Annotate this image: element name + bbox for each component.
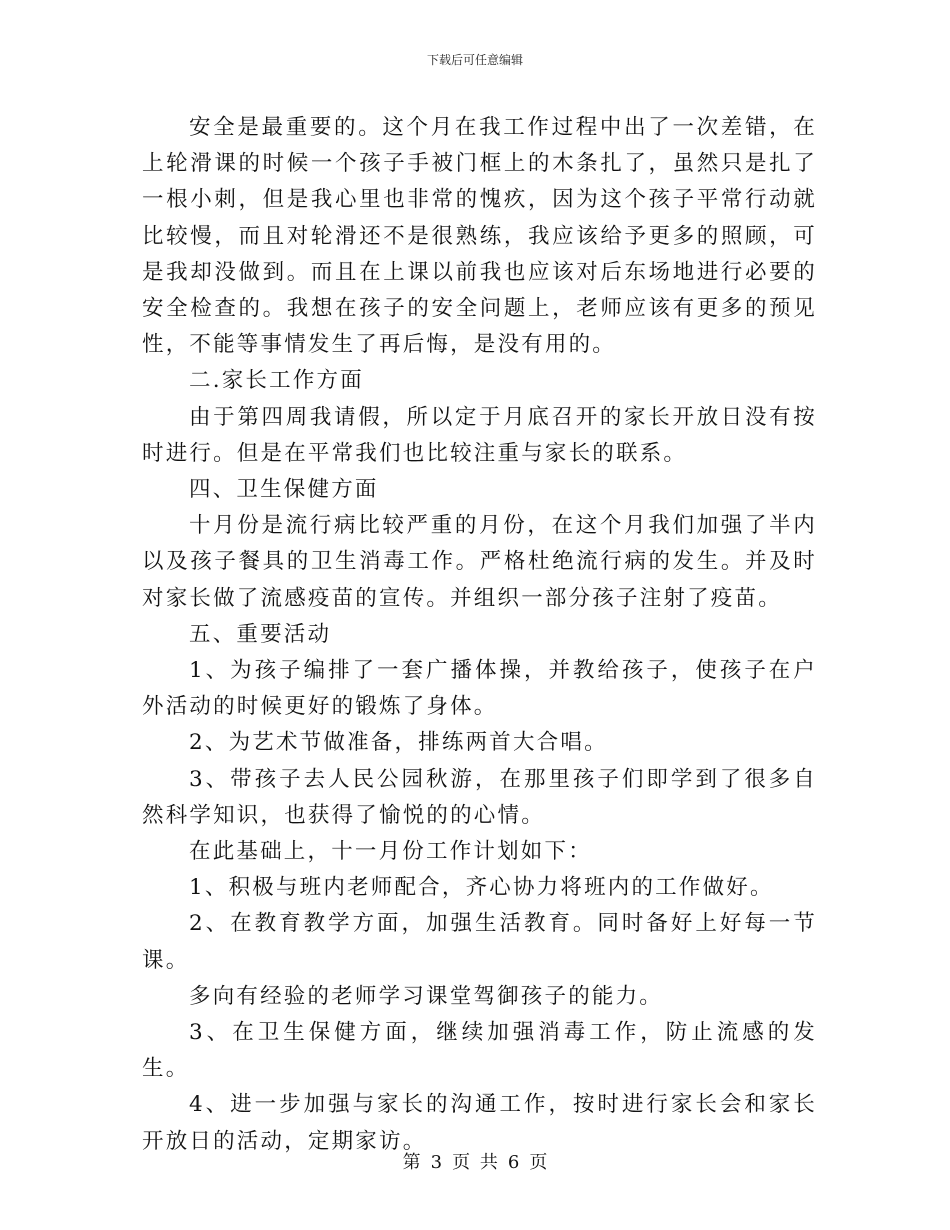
footer-page-number: 3 xyxy=(430,1152,443,1173)
list-item-plan-3: 3、在卫生保健方面，继续加强消毒工作，防止流感的发生。 xyxy=(142,1020,817,1082)
list-item-activity-1: 1、为孩子编排了一套广播体操，并教给孩子，使孩子在户外活动的时候更好的锻炼了身体。 xyxy=(142,658,817,720)
page-footer xyxy=(0,1152,950,1174)
paragraph-plan-2-continued: 多向有经验的老师学习课堂驾御孩子的能力。 xyxy=(189,983,664,1009)
section-heading-parent-work: 二.家长工作方面 xyxy=(189,368,364,394)
list-item-activity-3: 3、带孩子去人民公园秋游，在那里孩子们即学到了很多自然科学知识，也获得了愉悦的的心情。 xyxy=(142,766,817,828)
list-item-plan-1: 1、积极与班内老师配合，齐心协力将班内的工作做好。 xyxy=(189,875,774,901)
document-body xyxy=(142,110,817,1160)
paragraph-parent-work: 由于第四周我请假，所以定于月底召开的家长开放日没有按时进行。但是在平常我们也比较注重与家长的联系。 xyxy=(142,404,817,466)
list-item-plan-2: 2、在教育教学方面，加强生活教育。同时备好上好每一节课。 xyxy=(142,911,817,973)
paragraph-plan-intro: 在此基础上，十一月份工作计划如下： xyxy=(189,839,592,865)
page-header: 下载后可任意编辑 xyxy=(426,53,523,67)
section-heading-important-activities: 五、重要活动 xyxy=(189,621,332,647)
paragraph-safety: 安全是最重要的。这个月在我工作过程中出了一次差错，在上轮滑课的时候一个孩子手被门框上的木条扎了，虽然只是扎了一根小刺，但是我心里也非常的愧疚，因为这个孩子平常行动就比较慢，而且对轮滑还不是很熟练，我应该给予更多的照顾，可是我却没做到。而且在上课以前我也应该对后东场地进行必要的安全检查的。我想在孩子的安全问题上，老师应该有更多的预见性，不能等事情发生了再后悔，是没有用的。 xyxy=(142,115,817,358)
list-item-plan-4: 4、进一步加强与家长的沟通工作，按时进行家长会和家长开放日的活动，定期家访。 xyxy=(142,1092,817,1154)
section-heading-health-care: 四、卫生保健方面 xyxy=(189,477,379,503)
footer-suffix: 页 xyxy=(529,1152,548,1173)
list-item-activity-2: 2、为艺术节做准备，排练两首大合唱。 xyxy=(189,730,608,756)
footer-middle: 页 共 xyxy=(452,1152,498,1173)
footer-total-pages: 6 xyxy=(507,1152,520,1173)
paragraph-health-care: 十月份是流行病比较严重的月份，在这个月我们加强了半内以及孩子餐具的卫生消毒工作。严格杜绝流行病的发生。并及时对家长做了流感疫苗的宣传。并组织一部分孩子注射了疫苗。 xyxy=(142,513,817,611)
footer-prefix: 第 xyxy=(402,1152,421,1173)
